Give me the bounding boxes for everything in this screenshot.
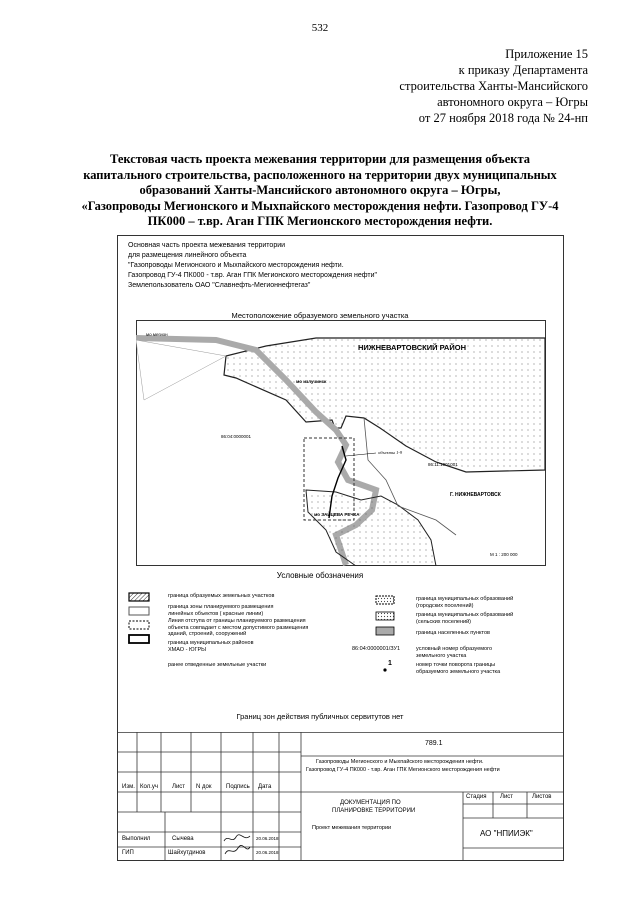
- sheet-header-line: Землепользователь ОАО "Славнефть-Мегионнефтегаз": [128, 282, 311, 289]
- sheet-header-line: для размещения линейного объекта: [128, 252, 247, 259]
- legend-text: граница населенных пунктов: [416, 630, 490, 636]
- legend-text: ХМАО - ЮГРЫ: [168, 646, 207, 653]
- legend-item-previous: [168, 662, 266, 669]
- row-name: Шайхутдинов: [168, 850, 206, 856]
- district-boundary-icon: [129, 635, 149, 643]
- company-name: АО "НПИИЭК": [480, 829, 533, 838]
- legend-item-conditional-number: [416, 646, 492, 659]
- map-label-district: НИЖНЕВАРТОВСКИЙ РАЙОН: [358, 343, 466, 352]
- sheet-header-cell: Лист: [500, 794, 514, 800]
- legend-text: линейных объектов ( красные линии): [168, 610, 264, 617]
- sheets-header: Листов: [532, 794, 552, 800]
- legend-text: земельного участка: [416, 652, 467, 659]
- legend-point-number: 1: [388, 660, 392, 667]
- legend-item-parcel: [168, 593, 274, 600]
- handwritten-signatures: [222, 832, 252, 858]
- appendix-line: автономного округа – Югры: [437, 95, 588, 109]
- sheet-header: [128, 241, 377, 291]
- settlement-boundary-icon: [376, 627, 394, 635]
- document-title: [80, 152, 560, 230]
- legend-text: условный номер образуемого: [416, 646, 493, 652]
- legend-symbols-left: [128, 590, 158, 660]
- stamp-code: 789.1: [425, 740, 443, 747]
- stamp-object-line2: Газопровод ГУ-4 ПК000 - т.вр. Аган ГПК Мегионского месторождения нефти: [306, 767, 500, 773]
- sheet-header-line: Газопровод ГУ-4 ПК000 - т.вр. Аган ГПК Мегионского месторождения нефти": [128, 272, 377, 279]
- col-izm: Изм.: [122, 784, 135, 790]
- title-line: Текстовая часть проекта межевания территории для размещения объекта: [110, 152, 530, 166]
- col-date: Дата: [258, 784, 272, 790]
- appendix-line: строительства Ханты-Мансийского: [399, 79, 588, 93]
- location-map: [136, 320, 546, 566]
- legend-text: граница муниципальных образований: [416, 596, 514, 602]
- map-label-kadastr-2: 86:11:1001001: [428, 462, 458, 467]
- page-number: 532: [311, 22, 329, 34]
- stage-header: Стадия: [466, 794, 487, 800]
- legend-symbols-right: [374, 594, 404, 644]
- map-label-city: Г. НИЖНЕВАРТОВСК: [450, 492, 501, 498]
- appendix-line: от 27 ноября 2018 года № 24-нп: [418, 111, 588, 125]
- legend-text: ранее отведенные земельные участки: [168, 662, 267, 668]
- sheet-name: Проект межевания территории: [312, 825, 392, 831]
- legend-item-zone: [168, 604, 273, 617]
- map-label-megion: мо мегион: [146, 332, 168, 337]
- rural-settlement-icon: [376, 612, 394, 620]
- legend-text: (сельских поселений): [416, 618, 471, 625]
- legend-parcel-code: 86:04:0000001/ЗУ1: [352, 646, 401, 652]
- row-role: Выполнил: [122, 836, 151, 842]
- legend-text: образуемого земельного участка: [416, 668, 501, 675]
- map-label-objects: объекты 1-9: [378, 450, 403, 455]
- setback-line-icon: [129, 621, 149, 629]
- legend-item-setback: [168, 618, 308, 638]
- map-label-zaytseva: мо ЗАЙЦЕВА РЕЧКА: [314, 512, 360, 517]
- map-label-kadastr-1: 86:04:0000001: [221, 434, 252, 439]
- row-date: 20.06.2018: [256, 836, 279, 841]
- map-scale: М 1 : 200 000: [490, 552, 518, 557]
- legend-text: зданий, строений, сооружений: [168, 631, 247, 637]
- legend-text: граница образуемых земельных участков: [168, 593, 275, 599]
- doc-title-line1: ДОКУМЕНТАЦИЯ ПО: [340, 800, 401, 806]
- legend-text: (городских поселений): [416, 602, 474, 609]
- appendix-line: к приказу Департамента: [458, 63, 588, 77]
- legend-item-turn-point: [416, 662, 500, 675]
- legend-caption: Условные обозначения: [276, 571, 364, 580]
- legend-text: граница муниципальных образований: [416, 612, 514, 618]
- legend-text: объекта совпадает с местом допустимого размещения: [168, 624, 309, 631]
- legend-item-settlement: [416, 630, 490, 637]
- legend-text: граница зоны планируемого размещения: [168, 604, 274, 610]
- title-line: капитального строительства, расположенного на территории двух муниципальных: [83, 167, 557, 182]
- col-signature: Подпись: [226, 784, 250, 790]
- row-date: 20.06.2018: [256, 850, 279, 855]
- urban-settlement-icon: [376, 596, 394, 604]
- col-list: Лист: [172, 784, 186, 790]
- sheet-header-line: Основная часть проекта межевания территории: [128, 242, 286, 249]
- col-ndok: N док: [196, 784, 212, 790]
- placement-zone-icon: [129, 607, 149, 615]
- legend-text: граница муниципальных районов: [168, 640, 254, 646]
- appendix-line: Приложение 15: [505, 47, 588, 61]
- legend-item-rural: [416, 612, 513, 625]
- title-line: ПК000 – т.вр. Аган ГПК Мегионского месторождения нефти.: [147, 214, 493, 228]
- doc-title-line2: ПЛАНИРОВКЕ ТЕРРИТОРИИ: [332, 808, 416, 814]
- map-caption: Местоположение образуемого земельного участка: [231, 311, 409, 320]
- appendix-block: [288, 46, 588, 126]
- legend-item-district: [168, 640, 254, 653]
- legend-text: Линия отступа от границы планируемого размещения: [168, 618, 306, 624]
- col-koluch: Кол.уч: [140, 784, 158, 790]
- stamp-object-line1: Газопроводы Мегионского и Мыхпайского месторождения нефти.: [316, 759, 484, 765]
- title-line: «Газопроводы Мегионского и Мыхпайского месторождения нефти. Газопровод ГУ-4: [81, 198, 559, 213]
- parcel-boundary-icon: [129, 593, 149, 601]
- sheet-header-line: "Газопроводы Мегионского и Мыхпайского месторождения нефти.: [128, 262, 344, 269]
- servitude-note: Границ зон действия публичных сервитутов нет: [236, 712, 404, 721]
- legend-item-urban: [416, 596, 513, 609]
- row-role: ГИП: [122, 850, 134, 856]
- map-label-izluchinsk: мо излучинск: [296, 379, 327, 384]
- row-name: Сычева: [172, 836, 194, 842]
- title-line: образований Ханты-Мансийского автономного округа – Югры,: [139, 183, 501, 197]
- legend-text: номер точки поворота границы: [416, 662, 496, 668]
